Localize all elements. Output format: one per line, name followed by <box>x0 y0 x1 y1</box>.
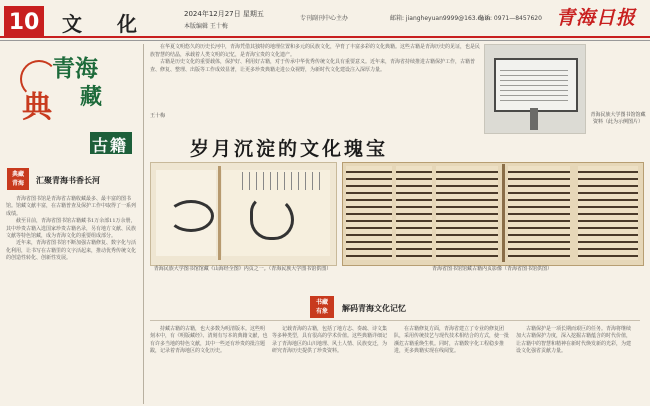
section-title: 文 化 <box>62 12 151 36</box>
photo-a-caption: 青海民族大学图书馆馆藏《山海经全图》内页之一。（青海民族大学图书馆供图） <box>153 266 332 272</box>
article-column <box>394 326 512 356</box>
section2-badge-top: 书藏 <box>315 299 328 306</box>
section2-badge-bottom: 有象 <box>315 308 328 315</box>
masthead-dian: 典 <box>22 90 52 125</box>
masthead-cang: 藏 <box>80 84 103 110</box>
book-page-column <box>578 166 638 260</box>
column-paragraph: 在古籍修复方面，青海省建立了专业的修复团队，采用传统技艺与现代技术相结合的方式，使一批濒危古籍重焕生机。同时，古籍数字化工程稳步推进，更多典籍实现在线阅览。 <box>394 326 510 355</box>
column-divider <box>143 44 144 404</box>
column-paragraph: 古籍保护是一项长期而艰巨的任务。青海将继续加大古籍保护力度，深入挖掘古籍蕴含的时代价值，让古籍中的智慧和精神在新时代焕发新的光彩，为建设文化强省贡献力量。 <box>516 326 632 355</box>
photo-a-script-lines <box>236 172 322 190</box>
author-byline: 王十梅 <box>150 113 166 119</box>
contact-phone: 电话: 0971—8457620 <box>478 15 542 22</box>
intro-text <box>150 44 480 74</box>
photo-b-caption: 青海省图书馆馆藏古籍内页影像（青海省图书馆供图） <box>431 266 552 272</box>
left-paragraph: 截至目前，青海省图书馆古籍藏书1万余部11万余册，其中珍贵古籍入选国家珍贵古籍名录，另有地方文献、民族文献等特色馆藏，成为青海文化的重要组成部分。 <box>6 218 137 240</box>
article-column <box>150 326 268 356</box>
serpent-illustration <box>168 200 214 232</box>
section2-rule <box>150 320 640 321</box>
page-number: 10 <box>4 6 44 38</box>
intro-paragraph: 古籍是历史文化的重要载体，保护好、利用好古籍，对于传承中华优秀传统文化具有重要意义。近年来，青海省持续推进古籍保护工作，古籍普查、修复、整理、出版等工作成效显著，让更多珍贵典籍走进公众视野，为新时代文化建设注入深厚力量。 <box>150 59 476 73</box>
plaque-text-lines <box>500 66 568 102</box>
left-article-body <box>6 196 140 263</box>
masthead-qinghai: 青海 <box>52 55 98 82</box>
book-page-column <box>508 166 570 260</box>
contact-email: 邮箱: jiangheyuan9999@163.com <box>390 15 491 22</box>
newspaper-logo: 青海日报 <box>556 7 637 29</box>
column-paragraph: 持藏古籍的古籍，也大多数为明清版本。这些明刻本中，有《明版藏经》、清刻有写本的典籍文献，也有许多当地的特色文献，其中一些还有珍贵的批注题跋，记录着青海地区的文化历史。 <box>150 326 268 355</box>
left-section-badge <box>7 168 29 190</box>
issue-date: 2024年12月27日 星期五 <box>184 10 264 18</box>
left-paragraph: 青海省图书馆是青海省古籍收藏最多、最丰富的图书馆。馆藏文献丰富，在古籍普查及保护工作中取得了一系列成绩。 <box>6 196 137 217</box>
section2-badge <box>310 296 334 318</box>
creature-illustration <box>250 196 294 240</box>
book-page-column <box>436 166 498 260</box>
page-editor: 本版编辑 王十梅 <box>184 23 228 30</box>
left-paragraph: 近年来，青海省图书馆不断加强古籍修复、数字化与活化利用，让书写在古籍里的文字活起来，推动优秀传统文化的创造性转化、创新性发展。 <box>6 240 137 262</box>
left-section-title: 汇聚青海书香长河 <box>36 175 100 185</box>
masthead-guji: 古籍 <box>92 136 129 155</box>
article-column <box>516 326 634 356</box>
column-paragraph: 记载青海的古籍，包括了地方志、奏疏、诗文集等多种类型，具有很高的学术价值。这些典籍详细记录了青海地区的山川地理、风土人情、民族变迁，为研究青海历史提供了珍贵资料。 <box>272 326 388 355</box>
feature-headline: 岁月沉淀的文化瑰宝 <box>190 138 389 160</box>
left-badge-top: 典藏 <box>11 171 24 178</box>
host-department: 专刊副刊中心主办 <box>300 15 349 22</box>
plaque-stand <box>530 108 538 130</box>
intro-paragraph: 在华夏文明悠久的历史长河中，青海凭借其独特的地理位置和多元的民族文化，孕育了丰富多彩的文化典籍。这些古籍是青海历史的见证，也是民族智慧的结晶，承载着人类文明的记忆，是青海宝贵的文化遗产。 <box>150 44 481 58</box>
photo-a-spine <box>218 166 221 260</box>
header-rule <box>0 36 650 38</box>
left-badge-bottom: 青海 <box>11 180 24 187</box>
photo-top-right-caption: 青海民族大学图书馆馆藏资料（此为示例图片） <box>590 112 646 125</box>
section2-title: 解码青海文化记忆 <box>342 303 406 313</box>
book-page-column <box>396 166 432 260</box>
photo-b-divider <box>502 164 505 262</box>
article-column <box>272 326 390 356</box>
book-page-column <box>346 166 392 260</box>
header-rule-thin <box>0 40 650 41</box>
